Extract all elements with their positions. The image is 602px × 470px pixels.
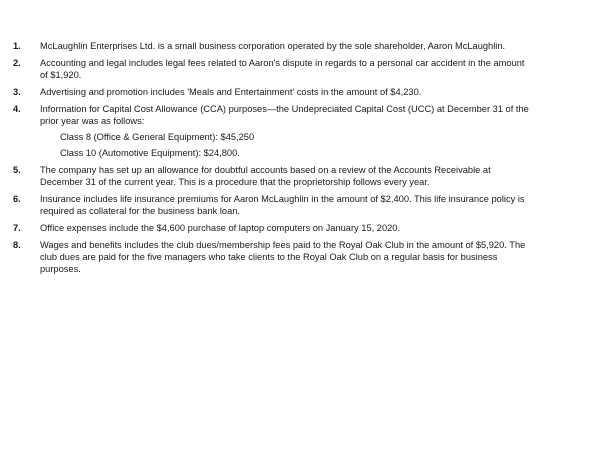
ucc-class-10-line: Class 10 (Automotive Equipment): $24,800. <box>60 148 240 158</box>
note-number: 3. <box>13 87 21 97</box>
note-number: 6. <box>13 194 21 204</box>
notes-list <box>0 40 602 280</box>
note-text: Office expenses include the $4,600 purchase of laptop computers on January 15, 2020. <box>40 223 401 233</box>
note-text: Information for Capital Cost Allowance (CCA) purposes—the Undepreciated Capital Cost (UCC) at December 31 of the prior year was as follows: <box>40 104 529 126</box>
note-number: 1. <box>13 41 21 51</box>
note-item-6 <box>0 193 602 217</box>
note-item-5 <box>0 164 602 188</box>
note-text: The company has set up an allowance for doubtful accounts based on a review of the Accounts Receivable at December 31 of the current year. This is a procedure that the proprietorship follows every year. <box>40 165 491 187</box>
note-item-2 <box>0 57 602 81</box>
note-text: Wages and benefits includes the club dues/membership fees paid to the Royal Oak Club in the amount of $5,920. The club dues are paid for the five managers who take clients to the Royal Oak Club on a regular basis for business purposes. <box>40 240 526 274</box>
note-number: 2. <box>13 58 21 68</box>
note-number: 7. <box>13 223 21 233</box>
note-number: 8. <box>13 240 21 250</box>
note-item-7 <box>0 222 602 234</box>
note-number: 4. <box>13 104 21 114</box>
note-text: Accounting and legal includes legal fees related to Aaron's dispute in regards to a personal car accident in the amount of $1,920. <box>40 58 525 80</box>
note-item-8 <box>0 239 602 275</box>
note-text: Insurance includes life insurance premiums for Aaron McLaughlin in the amount of $2,400. This life insurance policy is required as collateral for the business bank loan. <box>40 194 525 216</box>
note-number: 5. <box>13 165 21 175</box>
note-item-3 <box>0 86 602 98</box>
note-item-1 <box>0 40 602 52</box>
note-text: McLaughlin Enterprises Ltd. is a small business corporation operated by the sole shareholder, Aaron McLaughlin. <box>40 41 506 51</box>
note-text: Advertising and promotion includes 'Meals and Entertainment' costs in the amount of $4,230. <box>40 87 422 97</box>
ucc-class-8-line: Class 8 (Office & General Equipment): $45,250 <box>60 132 255 142</box>
note-item-4 <box>0 103 602 159</box>
